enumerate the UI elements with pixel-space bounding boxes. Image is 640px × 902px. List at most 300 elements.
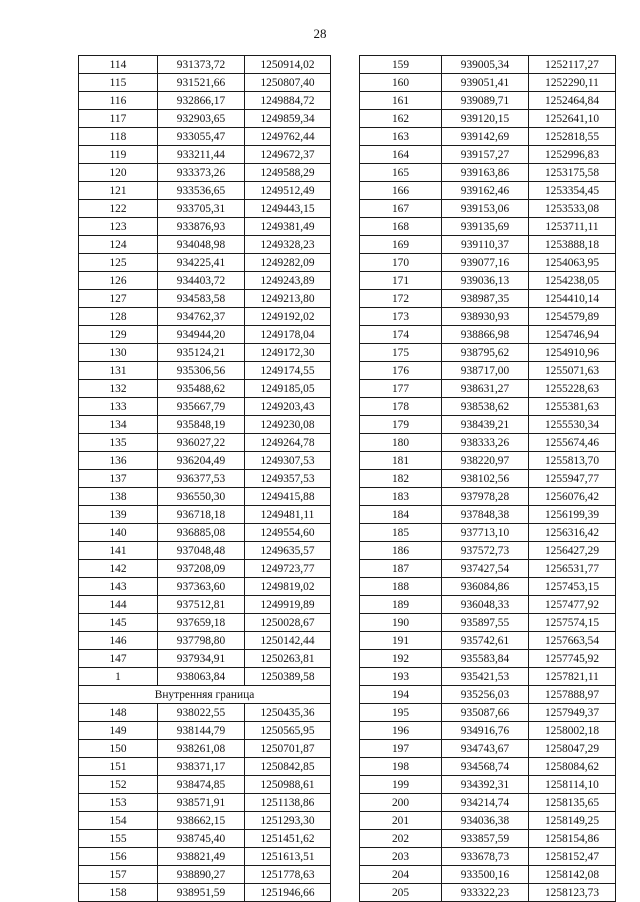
y-coordinate-cell: 1249415,88 [245,488,331,506]
section-label: Внутренняя граница [79,686,331,704]
y-coordinate-cell: 1258142,08 [529,866,616,884]
table-row [360,650,616,668]
y-coordinate-cell: 1254910,96 [529,344,616,362]
y-coordinate-cell: 1258135,65 [529,794,616,812]
y-coordinate-cell: 1249762,44 [245,128,331,146]
x-coordinate-cell: 933876,93 [158,218,245,236]
y-coordinate-cell: 1252641,10 [529,110,616,128]
x-coordinate-cell: 938063,84 [158,668,245,686]
table-row [360,74,616,92]
point-number-cell: 138 [79,488,158,506]
x-coordinate-cell: 938474,85 [158,776,245,794]
table-row [79,452,331,470]
x-coordinate-cell: 938102,56 [442,470,529,488]
x-coordinate-cell: 938631,27 [442,380,529,398]
point-number-cell: 205 [360,884,442,902]
y-coordinate-cell: 1249588,29 [245,164,331,182]
x-coordinate-cell: 938821,49 [158,848,245,866]
y-coordinate-cell: 1258149,25 [529,812,616,830]
x-coordinate-cell: 935583,84 [442,650,529,668]
y-coordinate-cell: 1254746,94 [529,326,616,344]
table-row [79,650,331,668]
point-number-cell: 131 [79,362,158,380]
table-row [360,128,616,146]
y-coordinate-cell: 1249919,89 [245,596,331,614]
table-row [360,722,616,740]
y-coordinate-cell: 1258154,86 [529,830,616,848]
point-number-cell: 199 [360,776,442,794]
y-coordinate-cell: 1249672,37 [245,146,331,164]
point-number-cell: 175 [360,344,442,362]
table-row [79,56,331,74]
point-number-cell: 140 [79,524,158,542]
x-coordinate-cell: 939089,71 [442,92,529,110]
y-coordinate-cell: 1249884,72 [245,92,331,110]
point-number-cell: 119 [79,146,158,164]
point-number-cell: 136 [79,452,158,470]
table-row [360,272,616,290]
y-coordinate-cell: 1252290,11 [529,74,616,92]
y-coordinate-cell: 1257821,11 [529,668,616,686]
table-row [360,866,616,884]
table-row [360,794,616,812]
table-row [79,596,331,614]
y-coordinate-cell: 1257888,97 [529,686,616,704]
x-coordinate-cell: 938220,97 [442,452,529,470]
point-number-cell: 191 [360,632,442,650]
x-coordinate-cell: 936204,49 [158,452,245,470]
table-row [360,884,616,902]
table-row [360,56,616,74]
point-number-cell: 124 [79,236,158,254]
y-coordinate-cell: 1249264,78 [245,434,331,452]
x-coordinate-cell: 938371,17 [158,758,245,776]
x-coordinate-cell: 937798,80 [158,632,245,650]
table-row [360,470,616,488]
x-coordinate-cell: 934403,72 [158,272,245,290]
table-row [79,344,331,362]
x-coordinate-cell: 938662,15 [158,812,245,830]
y-coordinate-cell: 1250435,36 [245,704,331,722]
x-coordinate-cell: 936027,22 [158,434,245,452]
x-coordinate-cell: 934916,76 [442,722,529,740]
table-row [360,488,616,506]
point-number-cell: 139 [79,506,158,524]
table-row [79,254,331,272]
y-coordinate-cell: 1257663,54 [529,632,616,650]
table-row [79,506,331,524]
x-coordinate-cell: 934048,98 [158,236,245,254]
x-coordinate-cell: 938866,98 [442,326,529,344]
point-number-cell: 152 [79,776,158,794]
point-number-cell: 202 [360,830,442,848]
y-coordinate-cell: 1249443,15 [245,200,331,218]
y-coordinate-cell: 1258084,62 [529,758,616,776]
x-coordinate-cell: 935256,03 [442,686,529,704]
y-coordinate-cell: 1256531,77 [529,560,616,578]
y-coordinate-cell: 1250142,44 [245,632,331,650]
x-coordinate-cell: 936048,33 [442,596,529,614]
table-row [360,542,616,560]
x-coordinate-cell: 935087,66 [442,704,529,722]
y-coordinate-cell: 1249512,49 [245,182,331,200]
point-number-cell: 117 [79,110,158,128]
table-row [79,110,331,128]
table-row [79,812,331,830]
y-coordinate-cell: 1250807,40 [245,74,331,92]
table-row [360,506,616,524]
y-coordinate-cell: 1251946,66 [245,884,331,902]
table-row [360,146,616,164]
point-number-cell: 185 [360,524,442,542]
y-coordinate-cell: 1249723,77 [245,560,331,578]
table-row [79,200,331,218]
table-row [360,290,616,308]
y-coordinate-cell: 1249635,57 [245,542,331,560]
x-coordinate-cell: 939120,15 [442,110,529,128]
point-number-cell: 149 [79,722,158,740]
x-coordinate-cell: 934743,67 [442,740,529,758]
point-number-cell: 153 [79,794,158,812]
table-row [79,722,331,740]
y-coordinate-cell: 1254063,95 [529,254,616,272]
y-coordinate-cell: 1258002,18 [529,722,616,740]
point-number-cell: 192 [360,650,442,668]
table-row [79,740,331,758]
table-row [360,218,616,236]
x-coordinate-cell: 938987,35 [442,290,529,308]
point-number-cell: 171 [360,272,442,290]
table-row [79,776,331,794]
x-coordinate-cell: 938022,55 [158,704,245,722]
table-row [360,164,616,182]
point-number-cell: 186 [360,542,442,560]
y-coordinate-cell: 1258114,10 [529,776,616,794]
table-row [360,686,616,704]
y-coordinate-cell: 1251138,86 [245,794,331,812]
x-coordinate-cell: 937848,38 [442,506,529,524]
y-coordinate-cell: 1249230,08 [245,416,331,434]
x-coordinate-cell: 938333,26 [442,434,529,452]
table-row [360,758,616,776]
y-coordinate-cell: 1249282,09 [245,254,331,272]
x-coordinate-cell: 938261,08 [158,740,245,758]
table-row [79,164,331,182]
coordinates-table-left [78,55,331,902]
point-number-cell: 122 [79,200,158,218]
point-number-cell: 158 [79,884,158,902]
point-number-cell: 114 [79,56,158,74]
point-number-cell: 157 [79,866,158,884]
x-coordinate-cell: 934568,74 [442,758,529,776]
table-row [360,452,616,470]
table-row [360,236,616,254]
y-coordinate-cell: 1249307,53 [245,452,331,470]
x-coordinate-cell: 933322,23 [442,884,529,902]
table-row [79,866,331,884]
table-row [360,308,616,326]
x-coordinate-cell: 937427,54 [442,560,529,578]
table-row [79,218,331,236]
x-coordinate-cell: 931521,66 [158,74,245,92]
x-coordinate-cell: 937934,91 [158,650,245,668]
point-number-cell: 137 [79,470,158,488]
x-coordinate-cell: 936718,18 [158,506,245,524]
y-coordinate-cell: 1252818,55 [529,128,616,146]
point-number-cell: 115 [79,74,158,92]
point-number-cell: 143 [79,578,158,596]
point-number-cell: 204 [360,866,442,884]
table-row [360,254,616,272]
y-coordinate-cell: 1253888,18 [529,236,616,254]
y-coordinate-cell: 1255228,63 [529,380,616,398]
x-coordinate-cell: 937512,81 [158,596,245,614]
table-row [360,380,616,398]
x-coordinate-cell: 939077,16 [442,254,529,272]
table-row [79,560,331,578]
table-row [79,308,331,326]
point-number-cell: 193 [360,668,442,686]
x-coordinate-cell: 933678,73 [442,848,529,866]
y-coordinate-cell: 1257453,15 [529,578,616,596]
y-coordinate-cell: 1255071,63 [529,362,616,380]
table-row [360,740,616,758]
y-coordinate-cell: 1249192,02 [245,308,331,326]
point-number-cell: 169 [360,236,442,254]
table-row [360,416,616,434]
table-row [360,632,616,650]
x-coordinate-cell: 937048,48 [158,542,245,560]
point-number-cell: 134 [79,416,158,434]
point-number-cell: 196 [360,722,442,740]
table-row [360,434,616,452]
table-row [79,128,331,146]
point-number-cell: 120 [79,164,158,182]
table-row [79,398,331,416]
x-coordinate-cell: 933055,47 [158,128,245,146]
y-coordinate-cell: 1258047,29 [529,740,616,758]
point-number-cell: 180 [360,434,442,452]
x-coordinate-cell: 937659,18 [158,614,245,632]
table-row [360,326,616,344]
x-coordinate-cell: 939051,41 [442,74,529,92]
x-coordinate-cell: 939162,46 [442,182,529,200]
point-number-cell: 197 [360,740,442,758]
table-row [360,812,616,830]
x-coordinate-cell: 935667,79 [158,398,245,416]
y-coordinate-cell: 1258123,73 [529,884,616,902]
x-coordinate-cell: 938795,62 [442,344,529,362]
point-number-cell: 146 [79,632,158,650]
y-coordinate-cell: 1250701,87 [245,740,331,758]
table-row [79,272,331,290]
point-number-cell: 147 [79,650,158,668]
table-row [79,236,331,254]
y-coordinate-cell: 1255530,34 [529,416,616,434]
point-number-cell: 133 [79,398,158,416]
y-coordinate-cell: 1250263,81 [245,650,331,668]
y-coordinate-cell: 1249328,23 [245,236,331,254]
table-row [79,380,331,398]
x-coordinate-cell: 938538,62 [442,398,529,416]
point-number-cell: 189 [360,596,442,614]
y-coordinate-cell: 1253354,45 [529,182,616,200]
y-coordinate-cell: 1250565,95 [245,722,331,740]
x-coordinate-cell: 933857,59 [442,830,529,848]
x-coordinate-cell: 934944,20 [158,326,245,344]
table-row [360,596,616,614]
x-coordinate-cell: 938951,59 [158,884,245,902]
point-number-cell: 118 [79,128,158,146]
y-coordinate-cell: 1255381,63 [529,398,616,416]
table-row [79,488,331,506]
x-coordinate-cell: 935306,56 [158,362,245,380]
y-coordinate-cell: 1256199,39 [529,506,616,524]
x-coordinate-cell: 934225,41 [158,254,245,272]
point-number-cell: 148 [79,704,158,722]
x-coordinate-cell: 938890,27 [158,866,245,884]
x-coordinate-cell: 935848,19 [158,416,245,434]
table-row [360,182,616,200]
x-coordinate-cell: 938571,91 [158,794,245,812]
x-coordinate-cell: 938144,79 [158,722,245,740]
y-coordinate-cell: 1253533,08 [529,200,616,218]
y-coordinate-cell: 1258152,47 [529,848,616,866]
y-coordinate-cell: 1249481,11 [245,506,331,524]
y-coordinate-cell: 1255813,70 [529,452,616,470]
x-coordinate-cell: 931373,72 [158,56,245,74]
point-number-cell: 182 [360,470,442,488]
point-number-cell: 144 [79,596,158,614]
y-coordinate-cell: 1249172,30 [245,344,331,362]
point-number-cell: 1 [79,668,158,686]
point-number-cell: 200 [360,794,442,812]
x-coordinate-cell: 939157,27 [442,146,529,164]
y-coordinate-cell: 1257574,15 [529,614,616,632]
x-coordinate-cell: 936084,86 [442,578,529,596]
y-coordinate-cell: 1251293,30 [245,812,331,830]
y-coordinate-cell: 1249859,34 [245,110,331,128]
y-coordinate-cell: 1250988,61 [245,776,331,794]
point-number-cell: 183 [360,488,442,506]
point-number-cell: 203 [360,848,442,866]
table-row [79,704,331,722]
x-coordinate-cell: 939153,06 [442,200,529,218]
y-coordinate-cell: 1254410,14 [529,290,616,308]
x-coordinate-cell: 933373,26 [158,164,245,182]
point-number-cell: 168 [360,218,442,236]
table-row [360,398,616,416]
table-body [360,56,616,902]
y-coordinate-cell: 1251451,62 [245,830,331,848]
y-coordinate-cell: 1249174,55 [245,362,331,380]
y-coordinate-cell: 1256427,29 [529,542,616,560]
x-coordinate-cell: 935488,62 [158,380,245,398]
y-coordinate-cell: 1249213,80 [245,290,331,308]
y-coordinate-cell: 1257745,92 [529,650,616,668]
point-number-cell: 163 [360,128,442,146]
table-row [79,848,331,866]
point-number-cell: 198 [360,758,442,776]
x-coordinate-cell: 933500,16 [442,866,529,884]
table-row [360,200,616,218]
x-coordinate-cell: 938745,40 [158,830,245,848]
point-number-cell: 132 [79,380,158,398]
coordinates-table-right [359,55,616,902]
table-row [360,614,616,632]
y-coordinate-cell: 1251613,51 [245,848,331,866]
y-coordinate-cell: 1256316,42 [529,524,616,542]
section-row [79,686,331,704]
x-coordinate-cell: 935421,53 [442,668,529,686]
point-number-cell: 151 [79,758,158,776]
x-coordinate-cell: 938717,00 [442,362,529,380]
x-coordinate-cell: 939142,69 [442,128,529,146]
y-coordinate-cell: 1253175,58 [529,164,616,182]
table-row [360,668,616,686]
table-row [79,794,331,812]
x-coordinate-cell: 936377,53 [158,470,245,488]
point-number-cell: 172 [360,290,442,308]
y-coordinate-cell: 1254238,05 [529,272,616,290]
point-number-cell: 173 [360,308,442,326]
point-number-cell: 142 [79,560,158,578]
x-coordinate-cell: 934762,37 [158,308,245,326]
y-coordinate-cell: 1252117,27 [529,56,616,74]
y-coordinate-cell: 1253711,11 [529,218,616,236]
point-number-cell: 190 [360,614,442,632]
point-number-cell: 178 [360,398,442,416]
x-coordinate-cell: 932866,17 [158,92,245,110]
table-row [360,524,616,542]
table-row [79,830,331,848]
table-row [79,74,331,92]
x-coordinate-cell: 938439,21 [442,416,529,434]
table-body [79,56,331,902]
table-row [79,182,331,200]
y-coordinate-cell: 1249178,04 [245,326,331,344]
table-row [79,416,331,434]
x-coordinate-cell: 936550,30 [158,488,245,506]
point-number-cell: 159 [360,56,442,74]
point-number-cell: 201 [360,812,442,830]
point-number-cell: 160 [360,74,442,92]
x-coordinate-cell: 936885,08 [158,524,245,542]
point-number-cell: 167 [360,200,442,218]
x-coordinate-cell: 937713,10 [442,524,529,542]
point-number-cell: 128 [79,308,158,326]
table-row [79,470,331,488]
point-number-cell: 179 [360,416,442,434]
y-coordinate-cell: 1252996,83 [529,146,616,164]
table-row [79,668,331,686]
point-number-cell: 127 [79,290,158,308]
point-number-cell: 155 [79,830,158,848]
point-number-cell: 165 [360,164,442,182]
page-number: 28 [313,26,327,41]
table-row [79,290,331,308]
table-row [360,362,616,380]
point-number-cell: 194 [360,686,442,704]
table-row [360,344,616,362]
y-coordinate-cell: 1255674,46 [529,434,616,452]
y-coordinate-cell: 1249185,05 [245,380,331,398]
table-row [79,434,331,452]
y-coordinate-cell: 1257949,37 [529,704,616,722]
point-number-cell: 176 [360,362,442,380]
x-coordinate-cell: 934214,74 [442,794,529,812]
x-coordinate-cell: 939005,34 [442,56,529,74]
